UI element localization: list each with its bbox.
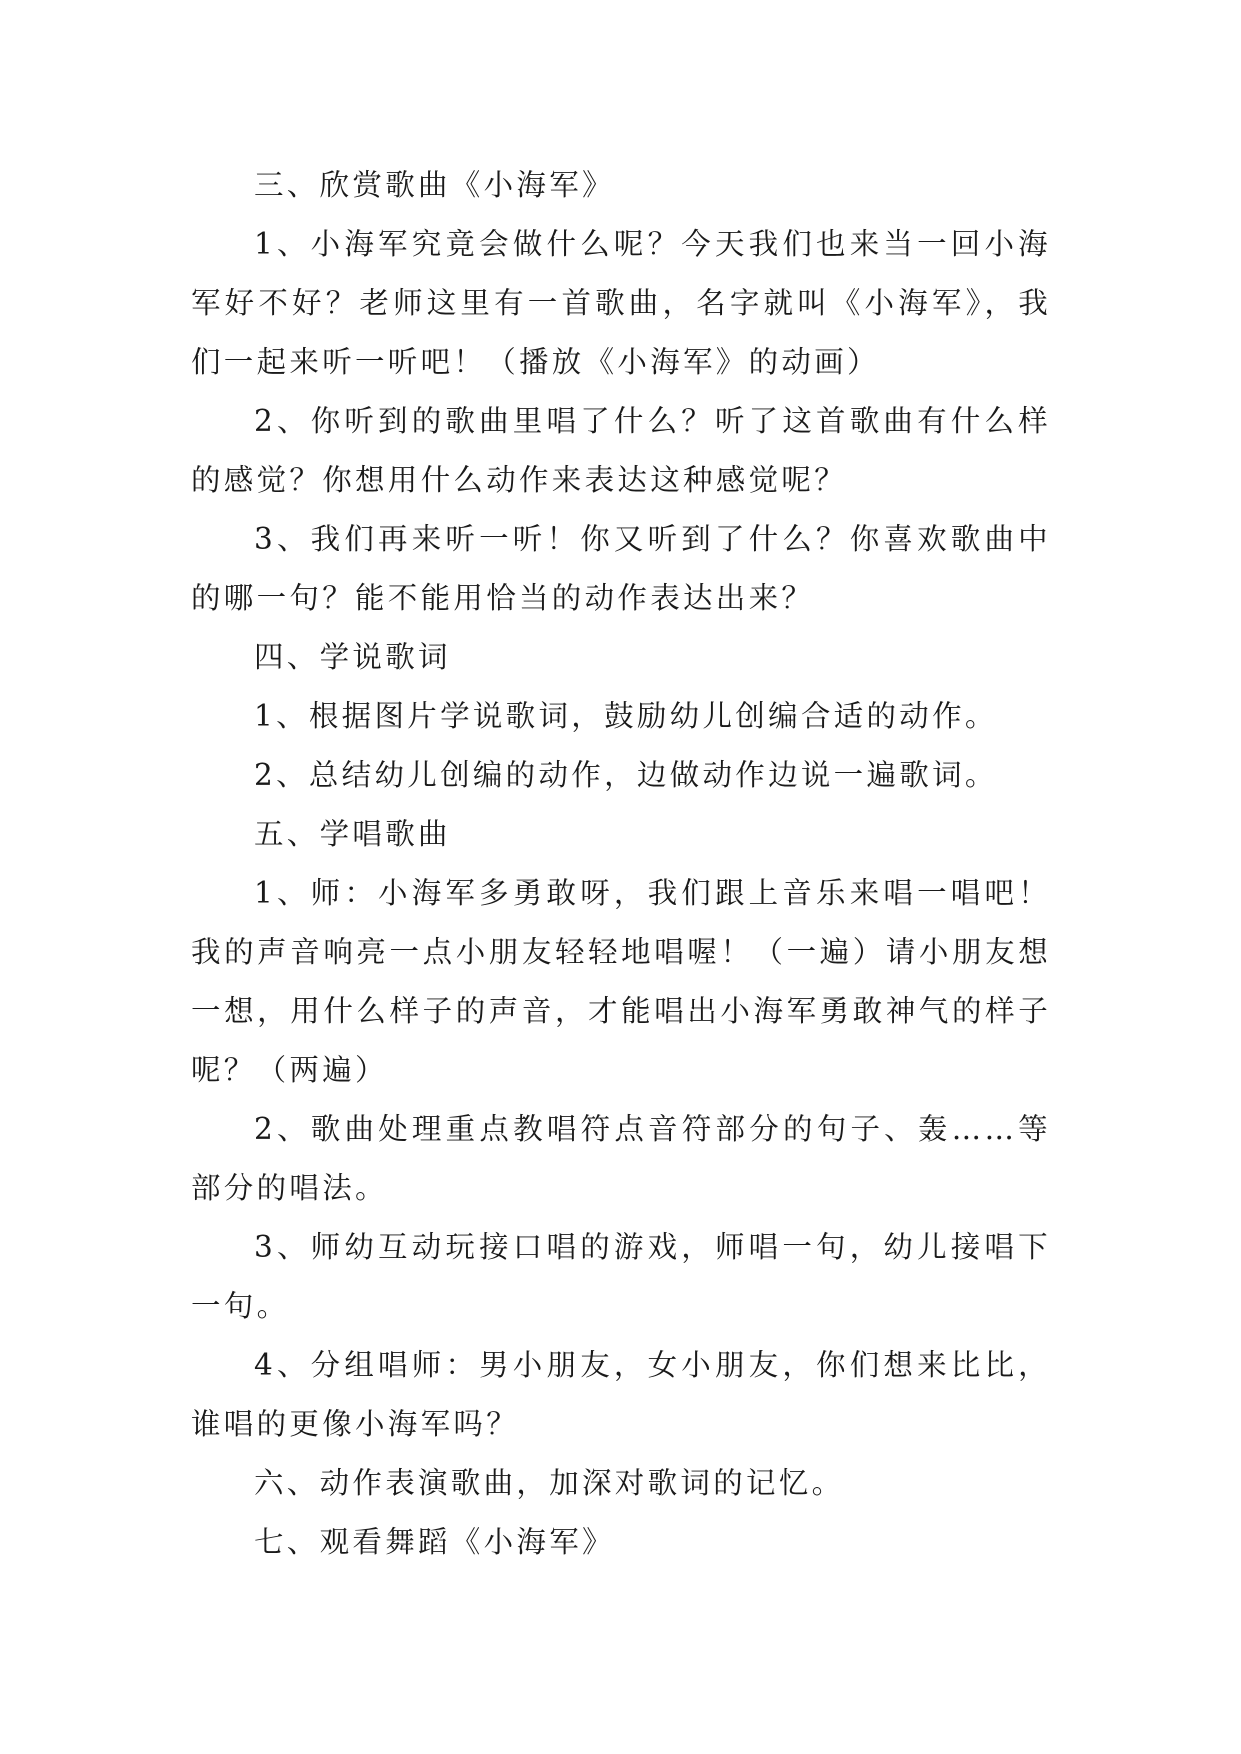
paragraph-lyrics-2: 2、总结幼儿创编的动作，边做动作边说一遍歌词。 (254, 758, 998, 792)
section-heading-learn-singing: 五、学唱歌曲 (254, 817, 451, 851)
paragraph-singing-1: 1、师：小海军多勇敢呀，我们跟上音乐来唱一唱吧！我的声音响亮一点小朋友轻轻地唱喔！（一遍）请小朋友想一想，用什么样子的声音，才能唱出小海军勇敢神气的样子呢？（两遍） (191, 876, 1051, 1087)
paragraph-singing-3: 3、师幼互动玩接口唱的游戏，师唱一句，幼儿接唱下一句。 (191, 1230, 1051, 1323)
document-body (191, 156, 1051, 1572)
paragraph-singing-2: 2、歌曲处理重点教唱符点音符部分的句子、轰……等部分的唱法。 (191, 1112, 1051, 1205)
section-heading-watch-dance: 七、观看舞蹈《小海军》 (254, 1525, 615, 1559)
section-heading-appreciate-song: 三、欣赏歌曲《小海军》 (254, 168, 615, 202)
section-heading-learn-lyrics: 四、学说歌词 (254, 640, 451, 674)
paragraph-step-2: 2、你听到的歌曲里唱了什么？听了这首歌曲有什么样的感觉？你想用什么动作来表达这种感觉呢？ (191, 404, 1051, 497)
paragraph-lyrics-1: 1、根据图片学说歌词，鼓励幼儿创编合适的动作。 (254, 699, 998, 733)
paragraph-step-1: 1、小海军究竟会做什么呢？今天我们也来当一回小海军好不好？老师这里有一首歌曲，名字就叫《小海军》，我们一起来听一听吧！（播放《小海军》的动画） (191, 227, 1051, 379)
paragraph-singing-4: 4、分组唱师：男小朋友，女小朋友，你们想来比比，谁唱的更像小海军吗？ (191, 1348, 1051, 1441)
section-heading-performance: 六、动作表演歌曲，加深对歌词的记忆。 (254, 1466, 845, 1500)
paragraph-step-3: 3、我们再来听一听！你又听到了什么？你喜欢歌曲中的哪一句？能不能用恰当的动作表达出来？ (191, 522, 1051, 615)
